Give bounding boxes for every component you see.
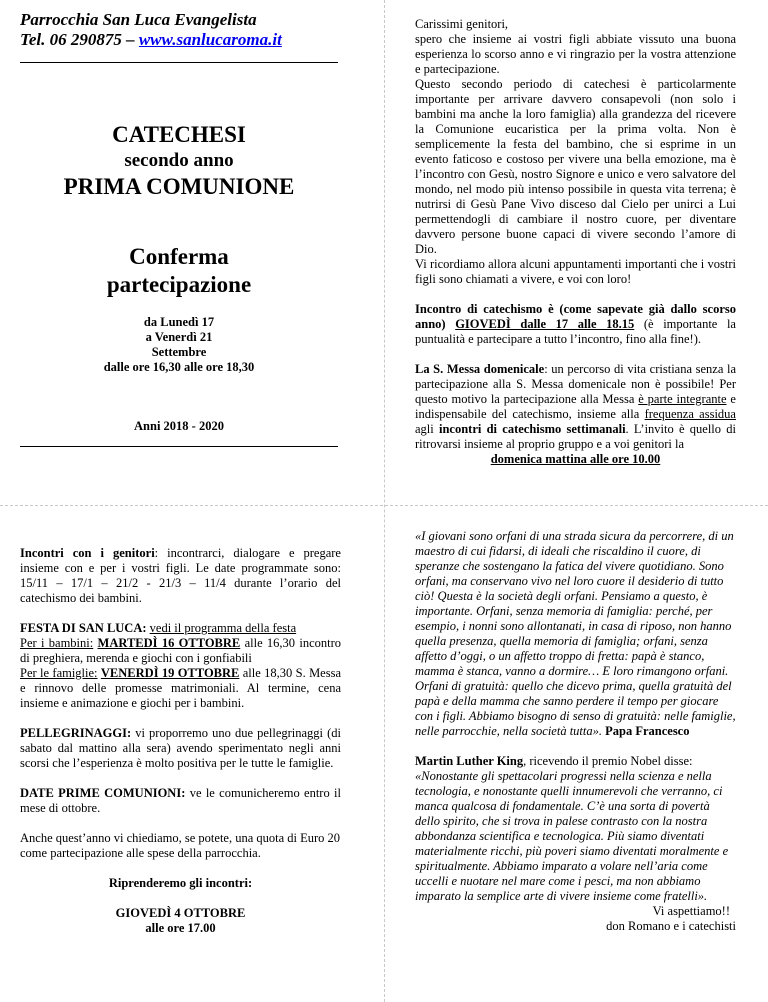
communion-dates: DATE PRIME COMUNIONI: ve le comunicheremo entro il mese di ottobre. (20, 786, 341, 815)
quote-author: Papa Francesco (605, 724, 690, 738)
phone-number: Tel. 06 290875 – (20, 30, 139, 49)
resume-time: alle ore 17.00 (145, 921, 216, 935)
footer-rule (20, 446, 338, 447)
cover-subtitle: secondo anno (124, 150, 234, 171)
fee-request: Anche quest’anno vi chiediamo, se potete, una quota di Euro 20 come partecipazione alle spese della parrocchia. (20, 831, 341, 860)
years-label: Anni 2018 - 2020 (134, 419, 224, 433)
letter-paragraph: Questo secondo periodo di catechesi è particolarmente importante per arrivare davvero consapevoli (non solo i bambini ma anche la loro famiglia) alla grandezza del ricevere la Comunione eucaristica per la prima volta. Non è semplicemente la festa del bambino, che si esprime in un evento faticoso e costoso per vivere una bella emozione, ma è l’incontro con Gesù, nostro Signore e unico e vero salvatore del mondo, nel modo più intenso possibile in questa vita terrena; è nutrirsi di Gesù Pane Vivo disceso dal Cielo per unirci a Lui permettendogli di cambiare il nostro cuore, per diventare davvero persone buone capaci di vivere secondo l’amore di Dio. (415, 77, 736, 256)
parish-name: Parrocchia San Luca Evangelista (20, 10, 257, 29)
confirm-title: Conferma (129, 244, 229, 269)
resume-label: Riprenderemo gli incontri: (108, 876, 253, 890)
letter-panel (415, 17, 736, 467)
date-line: a Venerdì 21 (145, 330, 213, 344)
cover-title: CATECHESI (112, 122, 246, 147)
fold-line-horizontal (0, 505, 768, 506)
fold-line-vertical (384, 0, 385, 1002)
greeting: Carissimi genitori, (415, 17, 509, 31)
sunday-time: domenica mattina alle ore 10.00 (490, 452, 661, 466)
sunday-mass: La S. Messa domenicale: un percorso di vita cristiana senza la partecipazione alla S. Messa domenicale non è possibile! Per questo motivo la partecipazione alla Messa è parte integrante e indispensabile del catechismo, insieme alla frequenza assidua agli incontri di catechismo settimanali. L’invito è quello di ritrovarsi insieme al proprio gruppo e a voi genitori la (415, 362, 736, 451)
letter-paragraph: spero che insieme ai vostri figli abbiate vissuto una buona esperienza lo scorso anno e vi ringrazio per la vostra attenzione e partecipazione. (415, 32, 736, 76)
signature: don Romano e i catechisti (606, 919, 736, 933)
time-line: dalle ore 16,30 alle ore 18,30 (103, 360, 255, 374)
letter-paragraph: Vi ricordiamo allora alcuni appuntamenti importanti che i vostri figli sono chiamati a vivere, e voi con loro! (415, 257, 736, 286)
feast-program-link[interactable]: vedi il programma della festa (149, 621, 297, 635)
closing: Vi aspettiamo!! (652, 904, 730, 918)
quotes-panel (415, 529, 736, 934)
date-line: Settembre (151, 345, 207, 359)
catechism-meeting: Incontro di catechismo è (come sapevate già dallo scorso anno) GIOVEDÌ dalle 17 alle 18.15 (è importante la puntualità e partecipare a tutto l’incontro, fino alla fine!). (415, 302, 736, 346)
parish-contact (20, 30, 338, 50)
san-luca-feast: FESTA DI SAN LUCA: vedi il programma della festa Per i bambini: MARTEDÌ 16 OTTOBRE alle 16,30 incontro di preghiera, merenda e giochi con i gonfiabili Per le famiglie: VENERDÌ 19 OTTOBRE alle 18,30 S. Messa e rinnovo delle promesse matrimoniali. Al termine, cena insieme e animazione e giochi per i bambini. (20, 621, 342, 710)
confirm-subtitle: partecipazione (106, 272, 252, 297)
cover-panel (20, 10, 338, 447)
catechism-day: GIOVEDÌ dalle 17 alle 18.15 (455, 317, 635, 331)
info-panel (20, 546, 341, 936)
website-link[interactable]: www.sanlucaroma.it (138, 30, 282, 49)
resume-date: GIOVEDÌ 4 OTTOBRE (115, 906, 246, 920)
mlk-intro: Martin Luther King, ricevendo il premio Nobel disse: (415, 754, 693, 768)
mlk-quote: «Nonostante gli spettacolari progressi nella scienza e nella tecnologia, e nonostante quelli innumerevoli che verranno, ci manca qualcosa di fondamentale. C’è una sorta di povertà dello spirito, che si trova in palese contrasto con la nostra abbondanza scientifica e tecnologica. Più siamo diventati materialmente ricchi, più poveri siamo diventati moralmente e spiritualmente. Abbiamo imparato a volare nell’aria come uccelli e nuotare nel mare come i pesci, ma non abbiamo imparato la semplice arte di vivere insieme come fratelli». (415, 769, 729, 903)
date-line: da Lunedì 17 (143, 315, 215, 329)
cover-heading: PRIMA COMUNIONE (63, 174, 295, 199)
pilgrimages: PELLEGRINAGGI: vi proporremo uno due pellegrinaggi (di sabato dal mattino alla sera) avendo sperimentato negli anni scorsi che l’esperienza è molto positiva per le tutte le famiglie. (20, 726, 341, 770)
parents-meetings: Incontri con i genitori: incontrarci, dialogare e pregare insieme con e per i vostri figli. Le date programmate sono: 15/11 – 17/1 – 21/2 - 21/3 – 11/4 durante l’orario del catechismo dei bambini. (20, 546, 341, 605)
pope-quote: «I giovani sono orfani di una strada sicura da percorrere, di un maestro di cui fidarsi, di ideali che riscaldino il cuore, di speranze che sostengano la fatica del vivere quotidiano. Sono orfani, ma conservano vivo nel loro cuore il desiderio di tutto ciò! Questa è la società degli orfani. Pensiamo a questo, è importante. Orfani, senza memoria di famiglia: perché, per esempio, i nonni sono allontanati, in casa di riposo, non hanno quella presenza, quella memoria di famiglia; orfani, senza affetto d’oggi, o un affetto troppo di fretta: papà è stanco, mamma è stanca, vanno a dormire… E loro rimangono orfani. Orfani di gratuità: quello che dicevo prima, quella gratuità del papà e della mamma che sanno perdere il tempo per giocare con i figli. Abbiamo bisogno di senso di gratuità: nelle famiglie, nelle parrocchie, nella società tutta». Papa Francesco (415, 529, 736, 738)
